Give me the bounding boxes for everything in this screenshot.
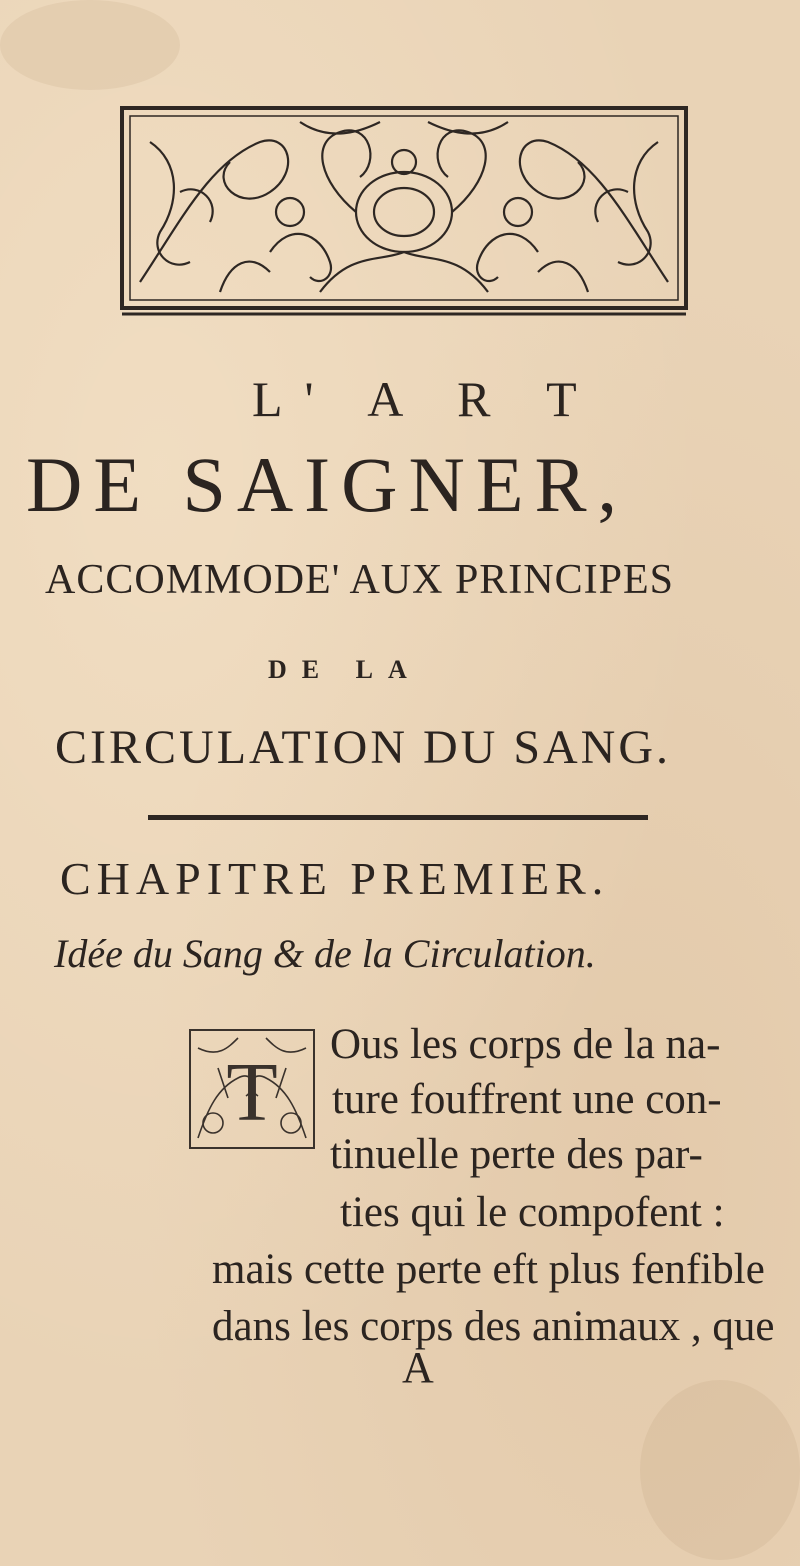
title-de-la: DE LA (268, 655, 422, 684)
body-line: ties qui le compofent : (340, 1189, 725, 1236)
title-circulation: CIRCULATION DU SANG. (55, 721, 672, 774)
body-line: tinuelle perte des par- (330, 1131, 703, 1178)
body-line: dans les corps des animaux , que (212, 1303, 775, 1350)
chapter-subheading: Idée du Sang & de la Circulation. (54, 931, 596, 976)
title-subtitle: ACCOMMODE' AUX PRINCIPES (45, 557, 675, 603)
section-divider (148, 815, 648, 820)
chapter-heading: CHAPITRE PREMIER. (60, 853, 610, 904)
drop-cap-ornament-icon (188, 1028, 316, 1150)
paper-stain (0, 0, 180, 90)
title-art: L' A R T (252, 371, 599, 427)
signature-mark: A (402, 1343, 434, 1392)
decorated-initial (188, 1028, 316, 1150)
title-main: DE SAIGNER, (26, 441, 628, 528)
body-line: mais cette perte eft plus fenfible (212, 1246, 765, 1293)
body-line: Ous les corps de la na- (330, 1021, 721, 1068)
body-line: ture fouffrent une con- (332, 1076, 722, 1123)
headpiece-ornament-icon (120, 102, 688, 317)
drop-cap-letter: T (226, 1046, 278, 1139)
ornamental-headpiece (120, 102, 688, 317)
paper-stain (640, 1380, 800, 1560)
